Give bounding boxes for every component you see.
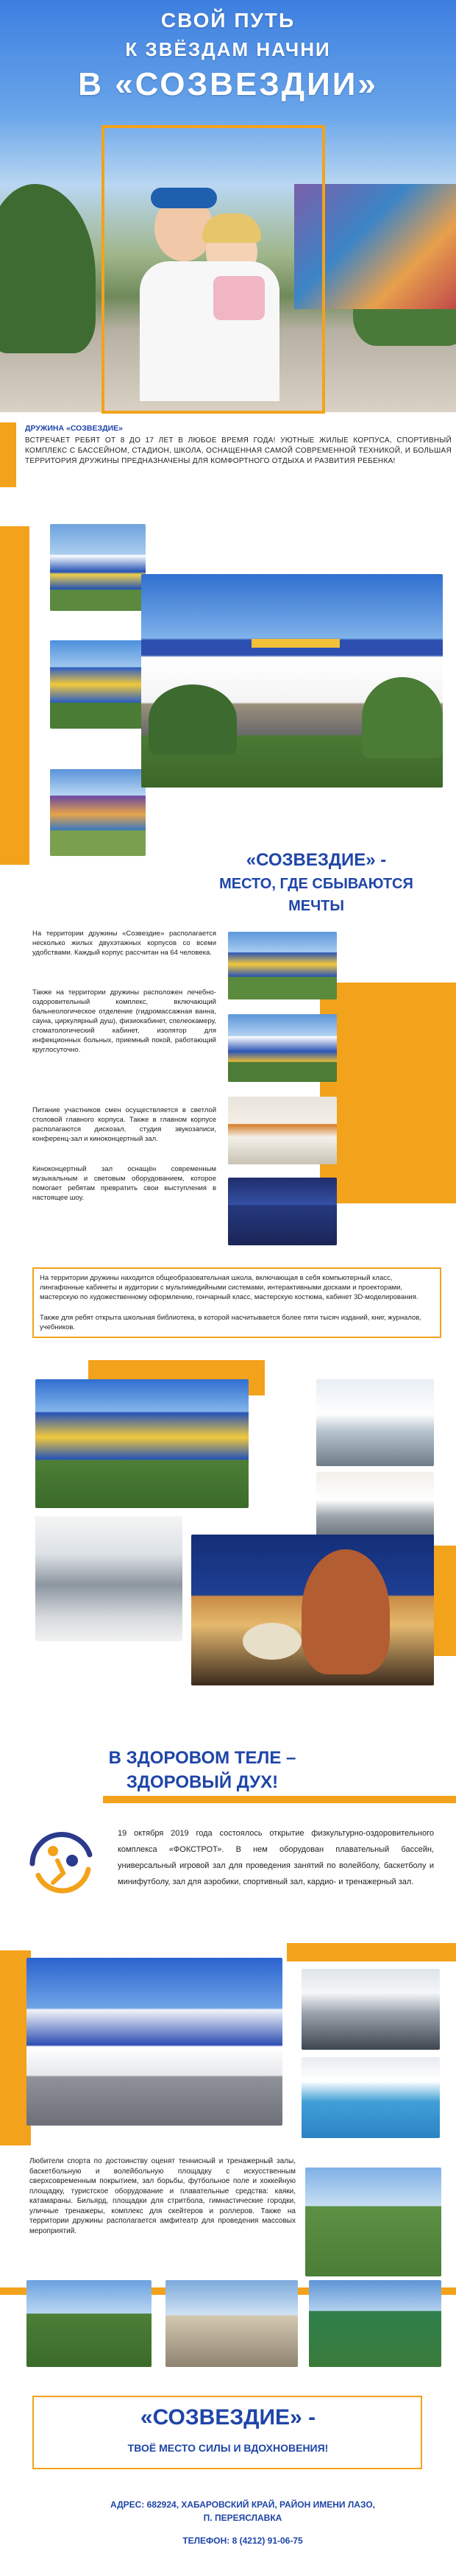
- photo-activity-2: [165, 2280, 298, 2367]
- health-title-line2: ЗДОРОВЫЙ ДУХ!: [126, 1772, 279, 1792]
- footer-banner-subtitle: ТВОЁ МЕСТО СИЛЫ И ВДОХНОВЕНИЯ!: [127, 2442, 329, 2454]
- foxtrot-logo-icon: [18, 1818, 104, 1905]
- territory-p2: Также на территории дружины расположен лечебно-оздоровительный комплекс, включающий бальнеологическое отделение (гидромассажная ванна, сауна, циркулярный душ), физиокабинет, спелеокамеру, стоматологический кабинет, изолятор для инфекционных больных, приемный покой, работающий круглосуточно.: [32, 988, 216, 1054]
- footer-banner-title: «СОЗВЕЗДИЕ» -: [140, 2405, 316, 2430]
- dream-title-line1: «СОЗВЕЗДИЕ» -: [246, 850, 387, 870]
- hero-section: [0, 0, 456, 412]
- hero-title-line1: СВОЙ ПУТЬ: [160, 9, 296, 32]
- photo-medical: [228, 1014, 337, 1082]
- territory-p4: Киноконцертный зал оснащён современным музыкальным и световым оборудованием, которое помогает ребятам превратить свои выступления в настоящее шоу.: [32, 1165, 216, 1202]
- school-p2: Также для ребят открыта школьная библиотека, в которой насчитывается более пяти тысяч изданий, книг, журналов, учебников.: [40, 1314, 421, 1331]
- photo-building-2: [50, 640, 146, 729]
- contacts-address-locality: П. ПЕРЕЯСЛАВКА: [203, 2513, 282, 2523]
- contacts-phone: ТЕЛЕФОН: 8 (4212) 91-06-75: [182, 2536, 303, 2546]
- hero-frame: [101, 125, 325, 414]
- photo-school-building: [35, 1379, 249, 1508]
- sport-orange-block-right: [287, 1943, 456, 1961]
- photo-concert-hall: [228, 1178, 337, 1245]
- photo-sport-complex: [26, 1958, 282, 2126]
- territory-orange-block: [320, 983, 456, 1203]
- dream-title-line3: МЕЧТЫ: [288, 898, 344, 914]
- health-text: 19 октября 2019 года состоялось открытие физкультурно-оздоровительного комплекса «ФОКСТРОТ». В нем оборудован плавательный бассейн, универсальный игровой зал для проведения занятий по волейболу, баскетболу и минифутболу, зал для аэробики, спортивный зал, кардио- и тренажерный зал.: [118, 1829, 434, 1886]
- hero-title-line3: В «СОЗВЕЗДИИ»: [78, 66, 378, 102]
- photo-microscopes: [35, 1516, 182, 1641]
- school-p1: На территории дружины находится общеобразовательная школа, включающая в себя компьютерный класс, лингафонные кабинеты и аудитории с мультимедийными системами, интерактивными досками и проекторами, мастерскую по художественному оформлению, гончарный класс, мастерскую костюма, кабинет 3D-моделирования.: [40, 1274, 418, 1301]
- photo-dorm: [228, 932, 337, 999]
- intro-text: ВСТРЕЧАЕТ РЕБЯТ ОТ 8 ДО 17 ЛЕТ В ЛЮБОЕ ВРЕМЯ ГОДА! УЮТНЫЕ ЖИЛЫЕ КОРПУСА, СПОРТИВНЫЙ КОМПЛЕКС С БАССЕЙНОМ, СТАДИОН, ШКОЛА, ОСНАЩЕННАЯ САМОЙ СОВРЕМЕННОЙ ТЕХНИКОЙ, И БОЛЬШАЯ ТЕРРИТОРИЯ ДРУЖИНЫ ПРЕДНАЗНАЧЕНЫ ДЛЯ КОМФОРТНОГО ОТДЫХА И РАЗВИТИЯ РЕБЕНКА!: [25, 436, 452, 465]
- collage-orange-block: [0, 526, 29, 865]
- health-title-line1: В ЗДОРОВОМ ТЕЛЕ –: [108, 1748, 296, 1768]
- photo-volleyball: [305, 2168, 441, 2276]
- photo-main-building: [141, 574, 443, 788]
- dream-title-line2: МЕСТО, ГДЕ СБЫВАЮТСЯ: [219, 876, 413, 892]
- photo-building-1: [50, 524, 146, 611]
- photo-pool: [302, 2057, 440, 2138]
- intro-accent-bar: [0, 422, 16, 487]
- photo-pottery: [191, 1535, 434, 1685]
- health-orange-bar: [103, 1796, 456, 1803]
- intro-heading: ДРУЖИНА «СОЗВЕЗДИЕ»: [25, 424, 123, 433]
- contacts-address: АДРЕС: 682924, ХАБАРОВСКИЙ КРАЙ, РАЙОН ИМЕНИ ЛАЗО,: [110, 2499, 375, 2510]
- photo-activity-1: [26, 2280, 152, 2367]
- photo-gym: [302, 1969, 440, 2050]
- territory-p3: Питание участников смен осуществляется в светлой столовой главного корпуса. Также в главном корпусе располагаются дискозал, студия звукозаписи, конференц-зал и киноконцертный зал.: [32, 1106, 216, 1143]
- tree-left: [0, 184, 96, 353]
- hero-title-line2: К ЗВЁЗДАМ НАЧНИ: [125, 38, 331, 60]
- sport-text: Любители спорта по достоинству оценят теннисный и тренажерный залы, баскетбольную и волейбольную площадку с искусственным сверхсоврeменным покрытием, зал борьбы, футбольное поле и хоккейную площадку, туристское оборудование и плавательные средства: каяки, катамараны. Бильярд, площадки для стритбола, гимнастические городки, уличные тренажеры, комплекс для скейтеров и роллеров. Также на территории дружины располагается амфитеатр для проведения массовых мероприятий.: [29, 2157, 296, 2235]
- territory-p1: На территории дружины «Созвездие» располагается несколько жилых двухэтажных корпусов со всеми удобствами. Каждый корпус рассчитан на 64 человека.: [32, 930, 216, 957]
- photo-activity-3: [309, 2280, 441, 2367]
- photo-classroom-1: [316, 1379, 434, 1466]
- photo-dining: [228, 1097, 337, 1164]
- photo-building-3: [50, 769, 146, 856]
